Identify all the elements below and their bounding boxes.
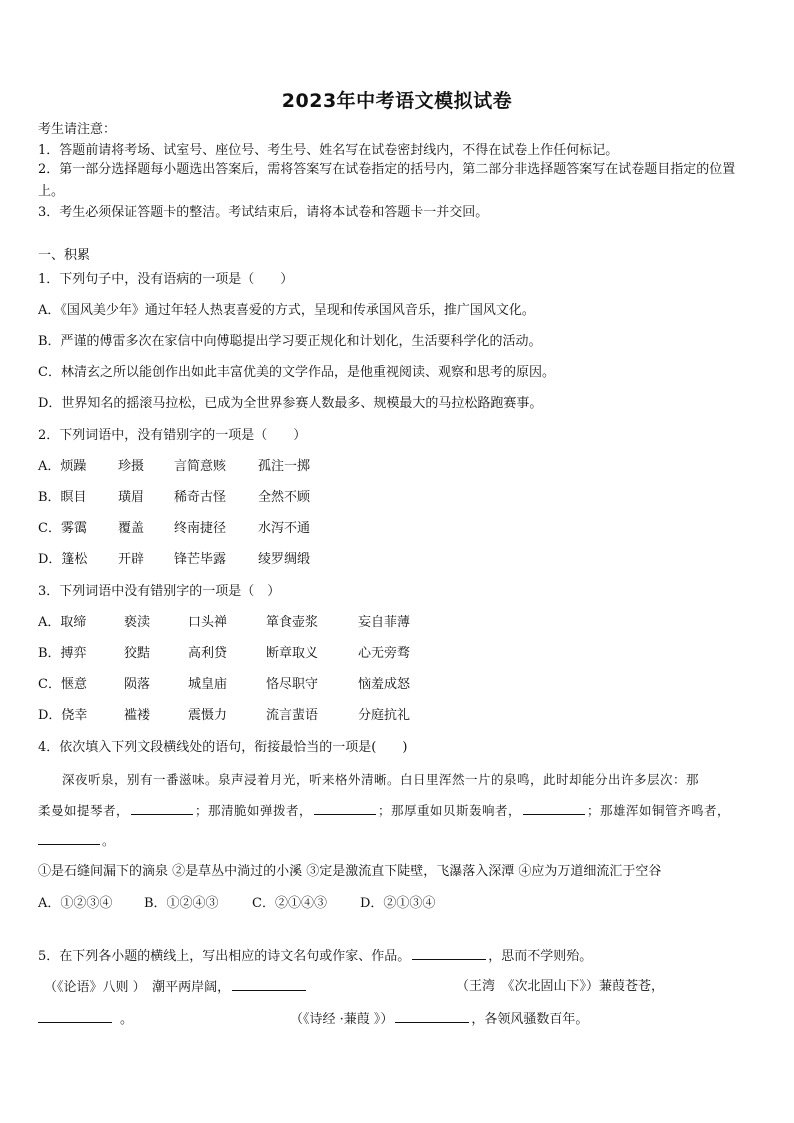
q4-passage-line-3 xyxy=(38,832,115,850)
notice-item-3: 3．考生必须保证答题卡的整洁。考试结束后，请将本试卷和答题卡一并交回。 xyxy=(38,205,489,220)
q3-cell: 震慑力 xyxy=(188,708,228,723)
page-title: 2023年中考语文模拟试卷 xyxy=(281,90,513,112)
notice-item-2: 2．第一部分选择题每小题选出答案后，需将答案写在试卷指定的括号内，第二部分非选择题答案写在试卷题目指定的位置上。 xyxy=(38,162,736,199)
q3-cell: 流言蜚语 xyxy=(266,708,319,723)
q3-cell: B．搏弈 xyxy=(38,646,87,661)
q4-passage-seg: 柔曼如提琴者， xyxy=(38,803,130,818)
q4-passage-seg: 。 xyxy=(102,833,116,848)
section-heading: 一、积累 xyxy=(38,248,91,263)
fill-blank[interactable] xyxy=(523,802,585,815)
q5-line-3b xyxy=(290,1010,588,1029)
q2-stem: 2．下列词语中，没有错别字的一项是（ ） xyxy=(38,428,307,443)
q4-answer-c: C．②①④③ xyxy=(252,896,327,911)
q4-answer-b: B．①②④③ xyxy=(144,896,219,911)
q2-cell: B．瞑目 xyxy=(38,490,87,505)
q3-cell: 高利贷 xyxy=(188,646,228,661)
q2-cell: 全然不顾 xyxy=(258,490,311,505)
q5-line-1 xyxy=(38,947,592,966)
q5-seg: ，各领风骚数百年。 xyxy=(471,1012,589,1027)
q3-cell: 断章取义 xyxy=(266,646,319,661)
q5-line-3a xyxy=(38,1010,133,1029)
q2-cell: 言简意赅 xyxy=(174,459,227,474)
q3-cell: D．侥幸 xyxy=(38,708,88,723)
q2-cell: 终南捷径 xyxy=(174,521,227,536)
q4-passage-seg: ；那清脆如弹拨者， xyxy=(195,803,313,818)
q3-cell: 狡黠 xyxy=(124,646,151,661)
q2-cell: 覆盖 xyxy=(118,521,145,536)
fill-blank[interactable] xyxy=(38,1010,112,1023)
q4-passage-seg: ；那雄浑如铜管齐鸣者， xyxy=(587,803,731,818)
q4-passage-line-1: 深夜听泉，别有一番滋味。泉声浸着月光，听来格外清晰。白日里浑然一片的泉鸣，此时却能分出许多层次：那 xyxy=(62,772,700,787)
q5-line-2a xyxy=(44,978,308,997)
fill-blank[interactable] xyxy=(131,802,193,815)
q2-cell: D．篷松 xyxy=(38,552,88,567)
q3-cell: C．惬意 xyxy=(38,677,87,692)
q2-cell: 锋芒毕露 xyxy=(174,552,227,567)
q1-option-d: D．世界知名的摇滚马拉松，已成为全世界参赛人数最多、规模最大的马拉松路跑赛事。 xyxy=(38,396,543,411)
fill-blank[interactable] xyxy=(395,1010,469,1023)
q2-cell: C．雾霭 xyxy=(38,521,87,536)
q1-option-b: B．严谨的傅雷多次在家信中向傅聪提出学习要正规化和计划化，生活要科学化的活动。 xyxy=(38,334,542,349)
q3-stem: 3．下列词语中没有错别字的一项是（ ） xyxy=(38,584,281,599)
q2-cell: 水泻不通 xyxy=(258,521,311,536)
notice-item-1: 1．答题前请将考场、试室号、座位号、考生号、姓名写在试卷密封线内，不得在试卷上作任何标记。 xyxy=(38,143,619,158)
q3-cell: 分庭抗礼 xyxy=(358,708,411,723)
q3-cell: 妄自菲薄 xyxy=(358,615,411,630)
q2-cell: A．烦躁 xyxy=(38,459,87,474)
fill-blank[interactable] xyxy=(232,978,306,991)
fill-blank[interactable] xyxy=(38,832,100,845)
q3-cell: 陨落 xyxy=(124,677,151,692)
q5-seg: （《论语》八则 ） 潮平两岸阔， xyxy=(44,980,231,995)
q3-cell: 亵渎 xyxy=(124,615,151,630)
q5-seg: （《诗经 ·蒹葭 》） xyxy=(290,1012,394,1027)
q5-stem: 5．在下列各小题的横线上，写出相应的诗文名句或作家、作品。 xyxy=(38,949,411,964)
q3-cell: 口头禅 xyxy=(188,615,228,630)
q4-passage-seg: ；那厚重如贝斯轰响者， xyxy=(378,803,522,818)
q3-cell: 箪食壶浆 xyxy=(266,615,319,630)
q5-seg: 。 xyxy=(120,1012,134,1027)
q2-cell: 稀奇古怪 xyxy=(174,490,227,505)
q2-cell: 开辟 xyxy=(118,552,145,567)
q4-answer-a: A．①②③④ xyxy=(38,896,113,911)
q1-option-a: A．《国风美少年》通过年轻人热衷喜爱的方式，呈现和传承国风音乐，推广国风文化。 xyxy=(38,303,535,318)
fill-blank[interactable] xyxy=(314,802,376,815)
q2-cell: 绫罗绸缎 xyxy=(258,552,311,567)
q3-cell: 褴褛 xyxy=(124,708,151,723)
q2-cell: 孤注一掷 xyxy=(258,459,311,474)
notice-heading: 考生请注意： xyxy=(38,122,117,137)
q2-cell: 珍摄 xyxy=(118,459,145,474)
q3-cell: 心无旁骛 xyxy=(358,646,411,661)
q4-stem: 4．依次填入下列文段横线处的语句，衔接最恰当的一项是( ) xyxy=(38,740,408,755)
q3-cell: 恼羞成怒 xyxy=(358,677,411,692)
q5-line-2b: （王湾 《次北固山下》）蒹葭苍苍， xyxy=(456,979,665,994)
q4-answer-d: D．②①③④ xyxy=(360,896,436,911)
q4-passage-line-2 xyxy=(38,802,730,820)
q1-stem: 1．下列句子中，没有语病的一项是（ ） xyxy=(38,272,294,287)
q1-option-c: C．林清玄之所以能创作出如此丰富优美的文学作品，是他重视阅读、观察和思考的原因。 xyxy=(38,365,555,380)
q4-choices: ①是石缝间漏下的滴泉 ②是草丛中淌过的小溪 ③定是激流直下陡壁，飞瀑落入深潭 ④应为万道细流汇于空谷 xyxy=(38,864,662,879)
fill-blank[interactable] xyxy=(412,947,486,960)
q3-cell: A．取缔 xyxy=(38,615,87,630)
q5-seg: ，思而不学则殆。 xyxy=(488,949,593,964)
q3-cell: 恪尽职守 xyxy=(266,677,319,692)
q2-cell: 璜眉 xyxy=(118,490,145,505)
q3-cell: 城皇庙 xyxy=(188,677,228,692)
